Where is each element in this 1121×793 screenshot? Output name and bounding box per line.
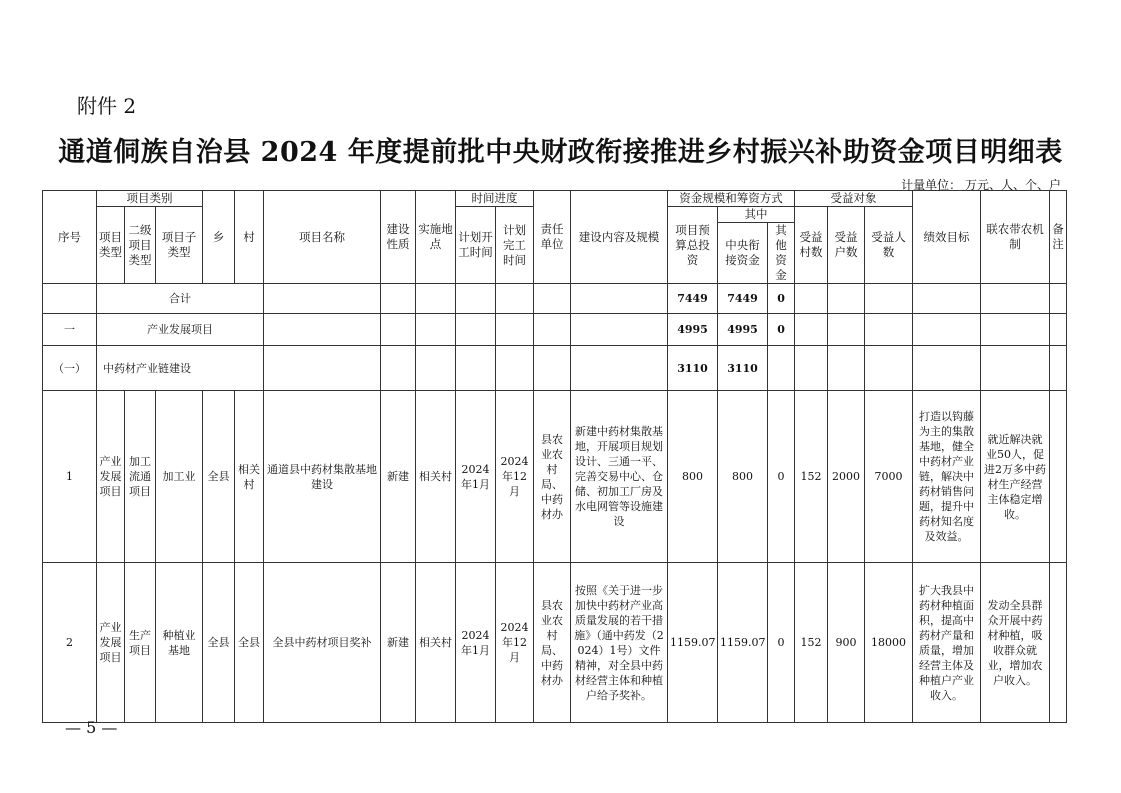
page-number: — 5 — — [65, 718, 118, 737]
row-nature: 新建 — [381, 563, 416, 723]
header-performance: 绩效目标 — [913, 191, 981, 284]
project-detail-table — [42, 190, 1067, 723]
row-end: 2024年12月 — [496, 563, 534, 723]
row-sub2-type: 加工流通项目 — [125, 391, 156, 563]
row-start: 2024年1月 — [456, 563, 496, 723]
row-end: 2024年12月 — [496, 391, 534, 563]
row-nature: 新建 — [381, 391, 416, 563]
summary-seq: （一） — [43, 346, 97, 391]
summary-central: 7449 — [718, 284, 768, 314]
row-dept: 县农业农村局、中药材办 — [534, 563, 571, 723]
header-mechanism: 联农带农机制 — [981, 191, 1050, 284]
row-ben-villages: 152 — [795, 391, 828, 563]
header-ben-villages: 受益村数 — [795, 207, 828, 284]
summary-seq — [43, 284, 97, 314]
header-start: 计划开工时间 — [456, 207, 496, 284]
summary-other: 0 — [768, 284, 795, 314]
header-central: 中央衔接资金 — [718, 223, 768, 284]
row-performance: 打造以钩藤为主的集散基地，健全中药材产业链，解决中药材销售问题，提升中药材知名度及效益。 — [913, 391, 981, 563]
header-remark: 备注 — [1050, 191, 1067, 284]
row-total: 1159.07 — [668, 563, 718, 723]
row-ben-households: 2000 — [828, 391, 865, 563]
header-seq: 序号 — [43, 191, 97, 284]
summary-label: 产业发展项目 — [97, 314, 264, 346]
summary-row-industry — [43, 314, 1067, 346]
header-category-group: 项目类别 — [97, 191, 203, 207]
row-content: 新建中药材集散基地，开展项目规划设计、三通一平、完善交易中心、仓储、初加工厂房及水电网管等设施建设 — [571, 391, 668, 563]
header-schedule-group: 时间进度 — [456, 191, 534, 207]
summary-seq: 一 — [43, 314, 97, 346]
header-benefit-group: 受益对象 — [795, 191, 913, 207]
row-start: 2024年1月 — [456, 391, 496, 563]
header-content: 建设内容及规模 — [571, 191, 668, 284]
table-row — [43, 391, 1067, 563]
header-other: 其他资金 — [768, 223, 795, 284]
row-proj-type: 产业发展项目 — [97, 391, 125, 563]
row-township: 全县 — [203, 563, 235, 723]
summary-label: 中药材产业链建设 — [97, 346, 264, 391]
row-ben-households: 900 — [828, 563, 865, 723]
header-end: 计划完工时间 — [496, 207, 534, 284]
header-nature: 建设性质 — [381, 191, 416, 284]
page-title: 通道侗族自治县 2024 年度提前批中央财政衔接推进乡村振兴补助资金项目明细表 — [58, 137, 1063, 168]
header-location: 实施地点 — [416, 191, 456, 284]
header-dept: 责任单位 — [534, 191, 571, 284]
header-sub2-type: 二级项目类型 — [125, 207, 156, 284]
row-township: 全县 — [203, 391, 235, 563]
row-sub-type: 加工业 — [156, 391, 203, 563]
header-project-name: 项目名称 — [264, 191, 381, 284]
row-location: 相关村 — [416, 563, 456, 723]
summary-total: 4995 — [668, 314, 718, 346]
header-proj-type: 项目类型 — [97, 207, 125, 284]
summary-row-total — [43, 284, 1067, 314]
row-central: 1159.07 — [718, 563, 768, 723]
header-ben-people: 受益人数 — [865, 207, 913, 284]
unit-note: 计量单位： 万元、人、个、户 — [901, 178, 1061, 192]
row-central: 800 — [718, 391, 768, 563]
row-ben-people: 18000 — [865, 563, 913, 723]
summary-central: 4995 — [718, 314, 768, 346]
header-village: 村 — [235, 191, 264, 284]
row-other: 0 — [768, 563, 795, 723]
row-other: 0 — [768, 391, 795, 563]
summary-other: 0 — [768, 314, 795, 346]
header-fund-group: 资金规模和筹资方式 — [668, 191, 795, 207]
row-project-name: 全县中药材项目奖补 — [264, 563, 381, 723]
summary-other — [768, 346, 795, 391]
summary-total: 3110 — [668, 346, 718, 391]
header-row-1 — [43, 191, 1067, 207]
row-remark — [1050, 563, 1067, 723]
row-total: 800 — [668, 391, 718, 563]
row-ben-villages: 152 — [795, 563, 828, 723]
row-sub2-type: 生产项目 — [125, 563, 156, 723]
row-village: 相关村 — [235, 391, 264, 563]
row-project-name: 通道县中药材集散基地建设 — [264, 391, 381, 563]
header-of-which: 其中 — [718, 207, 795, 223]
summary-row-herb-chain — [43, 346, 1067, 391]
header-total: 项目预算总投资 — [668, 207, 718, 284]
row-mechanism: 发动全县群众开展中药材种植，吸收群众就业，增加农户收入。 — [981, 563, 1050, 723]
header-sub-type: 项目子类型 — [156, 207, 203, 284]
row-content: 按照《关于进一步加快中药材产业高质量发展的若干措施》（通中药发（2024）1号）文件精神，对全县中药材经营主体和种植户给予奖补。 — [571, 563, 668, 723]
row-village: 全县 — [235, 563, 264, 723]
header-township: 乡 — [203, 191, 235, 284]
row-dept: 县农业农村局、中药材办 — [534, 391, 571, 563]
summary-central: 3110 — [718, 346, 768, 391]
row-seq: 1 — [43, 391, 97, 563]
row-proj-type: 产业发展项目 — [97, 563, 125, 723]
summary-label: 合计 — [97, 284, 264, 314]
header-ben-households: 受益户数 — [828, 207, 865, 284]
row-performance: 扩大我县中药材种植面积，提高中药材产量和质量，增加经营主体及种植户产业收入。 — [913, 563, 981, 723]
row-seq: 2 — [43, 563, 97, 723]
attachment-label: 附件 2 — [77, 94, 137, 118]
row-location: 相关村 — [416, 391, 456, 563]
table-row — [43, 563, 1067, 723]
row-mechanism: 就近解决就业50人，促进2万多中药材生产经营主体稳定增收。 — [981, 391, 1050, 563]
summary-total: 7449 — [668, 284, 718, 314]
row-sub-type: 种植业基地 — [156, 563, 203, 723]
row-ben-people: 7000 — [865, 391, 913, 563]
row-remark — [1050, 391, 1067, 563]
